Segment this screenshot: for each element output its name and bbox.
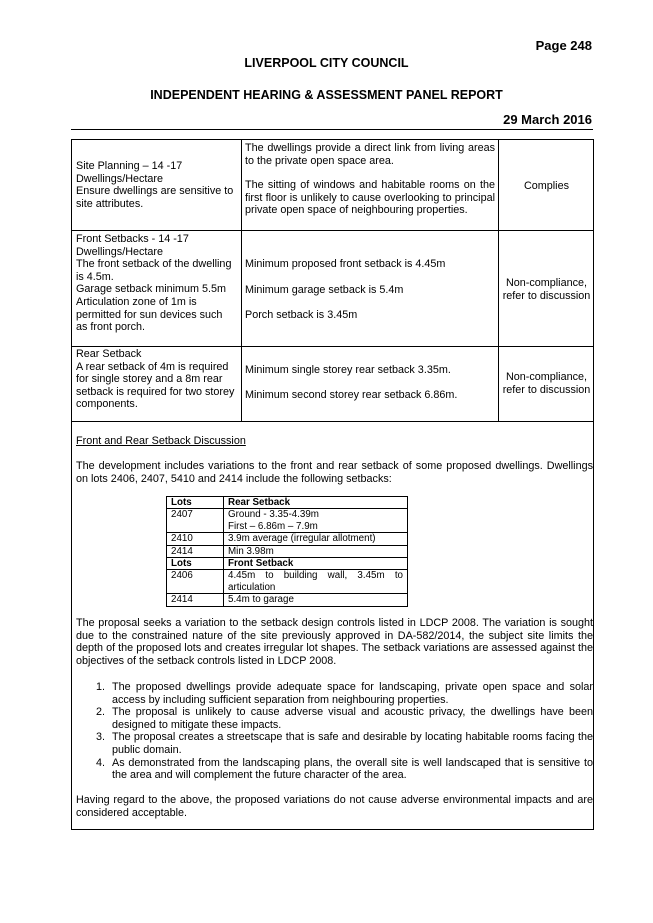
table-cell: Lots bbox=[167, 497, 224, 509]
proposal-cell bbox=[245, 364, 495, 401]
table-cell: 2410 bbox=[167, 533, 224, 545]
list-item: 2. The proposal is unlikely to cause adverse visual and acoustic privacy, the dwellings have been designed to mitigate these impacts. bbox=[108, 706, 593, 731]
status-text: Non-compliance, bbox=[505, 277, 587, 289]
objectives-list bbox=[76, 681, 593, 782]
table-row bbox=[167, 558, 408, 570]
control-line: Garage setback minimum 5.5m bbox=[76, 283, 227, 296]
row-divider bbox=[72, 230, 593, 231]
control-line: The front setback of the dwelling bbox=[76, 258, 232, 271]
header-rule bbox=[71, 129, 593, 130]
control-line: is 4.5m. bbox=[76, 270, 114, 283]
control-line: site attributes. bbox=[76, 197, 144, 210]
control-line: components. bbox=[76, 398, 138, 411]
council-name: LIVERPOOL CITY COUNCIL bbox=[244, 56, 409, 70]
proposal-text: Minimum single storey rear setback 3.35m. bbox=[245, 364, 451, 376]
discussion-heading: Front and Rear Setback Discussion bbox=[76, 435, 246, 447]
status-text: refer to discussion bbox=[502, 289, 591, 302]
report-date: 29 March 2016 bbox=[503, 112, 592, 127]
table-cell: 2414 bbox=[167, 545, 224, 557]
proposal-text: Minimum garage setback is 5.4m bbox=[245, 283, 404, 296]
control-line: Dwellings/Hectare bbox=[76, 172, 164, 185]
status-text: refer to discussion bbox=[502, 383, 591, 396]
table-row bbox=[167, 533, 408, 545]
control-line: Front Setbacks - 14 -17 bbox=[76, 233, 189, 245]
table-cell: Min 3.98m bbox=[224, 545, 408, 557]
table-row bbox=[167, 545, 408, 557]
status-cell bbox=[499, 180, 594, 193]
table-cell: Front Setback bbox=[224, 558, 408, 570]
table-row bbox=[167, 509, 408, 533]
table-cell bbox=[224, 509, 408, 533]
table-row bbox=[167, 594, 408, 606]
proposal-cell bbox=[245, 142, 495, 217]
control-line: permitted for sun devices such bbox=[76, 308, 223, 321]
list-item: 1. The proposed dwellings provide adequate space for landscaping, private open space and solar access by including sufficient separation from neighbouring properties. bbox=[108, 681, 593, 706]
proposal-text: Minimum second storey rear setback 6.86m. bbox=[245, 388, 458, 401]
control-line: A rear setback of 4m is required bbox=[76, 360, 229, 373]
variation-paragraph: The proposal seeks a variation to the setback design controls listed in LDCP 2008. The variation is sought due to the constrained nature of the site previously approved in DA-582/2014, the subject site limits the depth of the proposed lots and creates irregular lot shapes. The setback variations are assessed against the objectives of the setback controls listed in LDCP 2008. bbox=[76, 617, 593, 667]
page-number: Page 248 bbox=[535, 38, 592, 53]
column-divider bbox=[241, 140, 242, 421]
table-cell-line: articulation bbox=[228, 581, 276, 593]
control-cell bbox=[76, 233, 239, 334]
compliance-table bbox=[71, 139, 594, 830]
table-cell: Rear Setback bbox=[224, 497, 408, 509]
table-cell: 3.9m average (irregular allotment) bbox=[224, 533, 408, 545]
table-cell: 2414 bbox=[167, 594, 224, 606]
row-divider bbox=[72, 346, 593, 347]
status-cell bbox=[499, 277, 594, 302]
list-item: 4. As demonstrated from the landscaping plans, the overall site is well landscaped that is sensitive to the area and will complement the future character of the area. bbox=[108, 757, 593, 782]
control-cell bbox=[76, 160, 239, 210]
proposal-text: Minimum proposed front setback is 4.45m bbox=[245, 258, 446, 270]
proposal-text: Porch setback is 3.45m bbox=[245, 309, 358, 322]
control-line: as front porch. bbox=[76, 321, 146, 334]
status-cell bbox=[499, 371, 594, 396]
conclusion-paragraph: Having regard to the above, the proposed variations do not cause adverse environmental impacts and are considered acceptable. bbox=[76, 794, 593, 819]
table-row bbox=[167, 497, 408, 509]
table-cell bbox=[224, 570, 408, 594]
control-line: Rear Setback bbox=[76, 348, 142, 360]
table-cell: Lots bbox=[167, 558, 224, 570]
proposal-cell bbox=[245, 258, 495, 322]
control-line: Site Planning – 14 -17 bbox=[76, 160, 183, 172]
status-text: Non-compliance, bbox=[505, 371, 587, 383]
setback-table bbox=[166, 496, 408, 607]
table-row bbox=[167, 570, 408, 594]
table-cell: 2406 bbox=[167, 570, 224, 594]
row-divider bbox=[72, 421, 593, 422]
discussion-intro: The development includes variations to the front and rear setback of some proposed dwellings. Dwellings on lots 2406, 2407, 5410 and 2414 include the following setbacks: bbox=[76, 460, 593, 485]
control-line: for single storey and a 8m rear bbox=[76, 373, 223, 386]
list-item: 3. The proposal creates a streetscape that is safe and desirable by locating habitable rooms facing the public domain. bbox=[108, 731, 593, 756]
table-cell-line: 4.45m to building wall, 3.45m to bbox=[228, 570, 403, 582]
proposal-text: The sitting of windows and habitable rooms on the first floor is unlikely to cause overlooking to principal private open space of neighbouring properties. bbox=[245, 179, 495, 217]
control-line: setback is required for two storey bbox=[76, 385, 235, 398]
control-line: Dwellings/Hectare bbox=[76, 245, 164, 258]
proposal-text: The dwellings provide a direct link from living areas to the private open space area. bbox=[245, 142, 495, 167]
control-line: Articulation zone of 1m is bbox=[76, 295, 197, 308]
table-cell-line: Ground - 3.35-4.39m bbox=[228, 509, 319, 521]
status-text: Complies bbox=[523, 180, 569, 192]
table-cell: 5.4m to garage bbox=[224, 594, 408, 606]
table-cell-line: First – 6.86m – 7.9m bbox=[228, 520, 318, 532]
control-line: Ensure dwellings are sensitive to bbox=[76, 185, 234, 198]
report-title: INDEPENDENT HEARING & ASSESSMENT PANEL REPORT bbox=[150, 88, 503, 102]
control-cell bbox=[76, 348, 239, 411]
table-cell: 2407 bbox=[167, 509, 224, 533]
